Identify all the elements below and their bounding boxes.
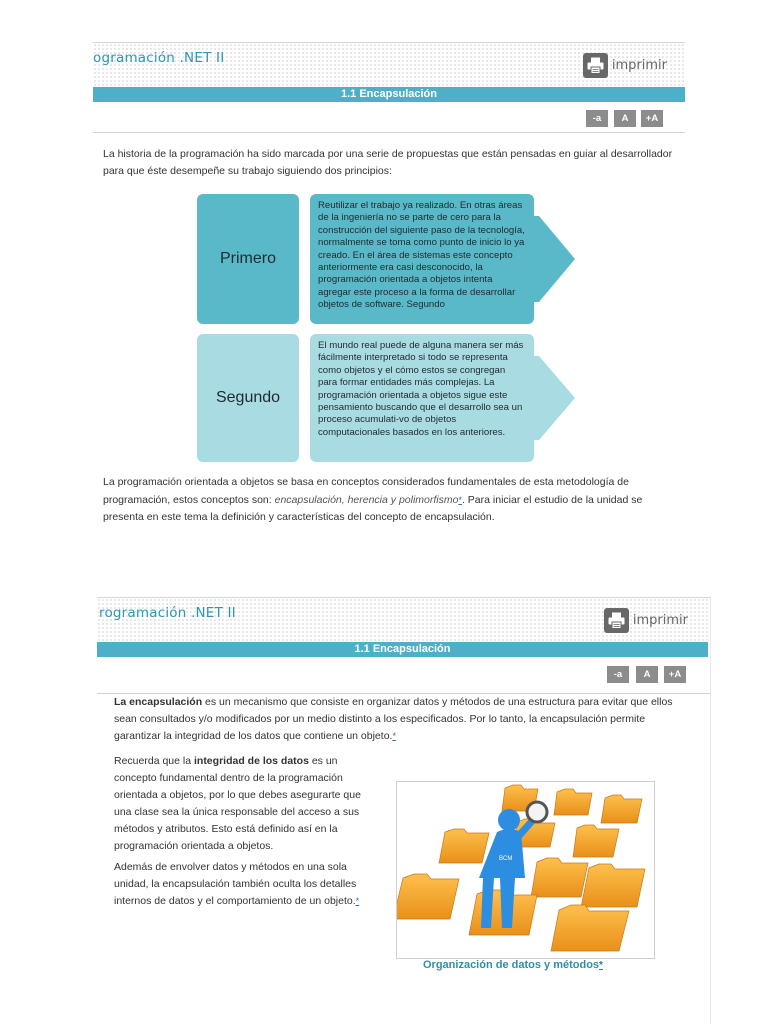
reference-link[interactable]: * bbox=[458, 494, 462, 505]
print-button-2[interactable] bbox=[604, 608, 688, 633]
section-title: 1.1 Encapsulación bbox=[93, 87, 685, 102]
lesson-panel-1 bbox=[93, 42, 685, 532]
principles-diagram bbox=[197, 194, 575, 462]
second-principle-label: Segundo bbox=[197, 334, 299, 462]
printer-icon bbox=[583, 53, 608, 78]
print-label: imprimir bbox=[611, 58, 667, 73]
normal-font-button[interactable]: A bbox=[614, 110, 636, 127]
normal-font-button[interactable]: A bbox=[636, 666, 658, 683]
first-principle-label: Primero bbox=[197, 194, 299, 324]
first-arrow-icon bbox=[533, 216, 575, 302]
second-arrow-icon bbox=[533, 356, 575, 440]
printer-icon bbox=[604, 608, 629, 633]
reference-link[interactable]: * bbox=[392, 731, 396, 741]
first-principle-text: Reutilizar el trabajo ya realizado. En otras áreas de la ingeniería no se parte de cero para la construcción del siguiente paso de la tecnología, normalmente se toma como punto de inicio lo ya creado. En el área de sistemas este concepto anteriormente era casi desconocido, la programación orientada a objetos intenta agregar este proceso a la forma de desarrollar objetos de software. Segundo bbox=[310, 194, 534, 324]
page-header-2 bbox=[97, 597, 710, 642]
svg-text:BCM: BCM bbox=[499, 856, 513, 862]
font-size-toolbar-2 bbox=[97, 657, 710, 694]
print-button[interactable] bbox=[583, 53, 667, 78]
intro-paragraph: La historia de la programación ha sido marcada por una serie de propuestas que están pensadas en guiar al desarrollador para que éste desempeñe su trabajo siguiendo dos principios: bbox=[103, 148, 673, 177]
integrity-paragraph: Recuerda que la integridad de los datos es un concepto fundamental dentro de la programación orientada a objetos, por lo que debes asegurarte que una clase sea la única responsable del acceso a sus métodos y atributos. Esto está definido así en la programación orientada a objetos. bbox=[114, 755, 361, 852]
print-label: imprimir bbox=[632, 613, 688, 628]
font-size-toolbar bbox=[93, 102, 685, 133]
page-header bbox=[93, 42, 685, 87]
increase-font-button[interactable]: +A bbox=[641, 110, 663, 127]
reference-link[interactable]: * bbox=[599, 960, 603, 971]
encapsulation-definition: La encapsulación es un mecanismo que consiste en organizar datos y métodos de una estructura para evitar que ellos sean consultados y/o modificados por un medio distinto a los especificados. Por lo tanto, la encapsulación permite garantizar la integridad de los datos que contiene un objeto.* bbox=[114, 696, 673, 742]
image-caption: Organización de datos y métodos* bbox=[423, 959, 603, 971]
folders-figure-icon bbox=[397, 782, 654, 958]
concepts-paragraph: La programación orientada a objetos se basa en conceptos considerados fundamentales de esta metodología de programación, estos conceptos son: encapsulación, herencia y polimorfismo*. Para iniciar el estudio de la unidad se presenta en este tema la definición y características del concepto de encapsulación. bbox=[103, 476, 643, 523]
course-title-2: rogramación .NET II bbox=[99, 605, 236, 621]
lesson-panel-2 bbox=[97, 597, 711, 1024]
section-title-2: 1.1 Encapsulación bbox=[97, 642, 708, 657]
organization-image bbox=[396, 781, 655, 959]
second-principle-text: El mundo real puede de alguna manera ser más fácilmente interpretado si todo se representa como objetos y el cómo estos se congregan para formar entidades más complejas. La programación orientada a objetos sigue este pensamiento buscando que el desarrollo sea un proceso acumulati-vo de objetos computacionales basados en los anteriores. bbox=[310, 334, 534, 462]
hiding-paragraph: Además de envolver datos y métodos en una sola unidad, la encapsulación también oculta los detalles internos de datos y el comportamiento de un objeto.* bbox=[114, 861, 360, 907]
decrease-font-button[interactable]: -a bbox=[586, 110, 608, 127]
decrease-font-button[interactable]: -a bbox=[607, 666, 629, 683]
reference-link[interactable]: * bbox=[355, 896, 360, 906]
course-title: ogramación .NET II bbox=[93, 50, 225, 66]
concepts-list: encapsulación, herencia y polimorfismo bbox=[274, 493, 459, 506]
increase-font-button[interactable]: +A bbox=[664, 666, 686, 683]
